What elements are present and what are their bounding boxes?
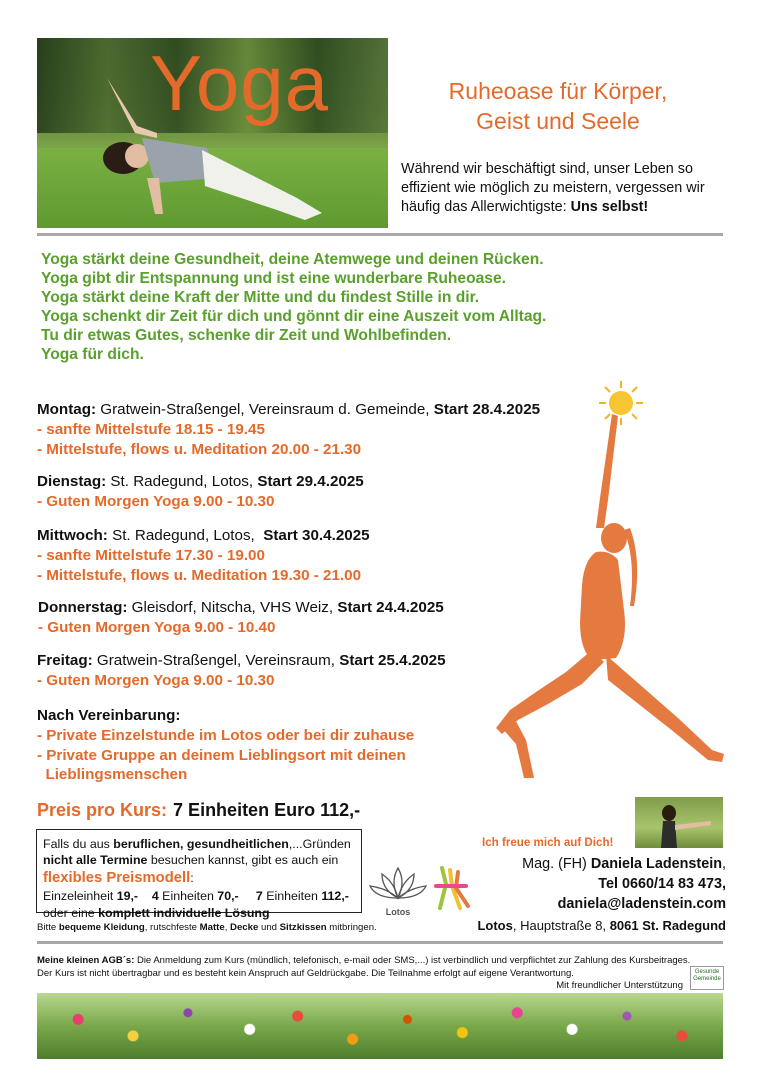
schedule-arrangement (37, 706, 414, 785)
day-place: St. Radegund, Lotos, (107, 527, 264, 544)
address-place: Lotos (477, 918, 513, 933)
terms-line: Der Kurs ist nicht übertragbar und es besteht kein Anspruch auf Geldrückgabe. Die Teilnahme erfolgt auf eigene Verantwortung. (37, 967, 574, 979)
flex-emph: 112,- (321, 889, 349, 904)
day-label: Mittwoch: (37, 527, 108, 544)
contact-name: Daniela Ladenstein (590, 856, 722, 872)
flex-emph: komplett individuelle Lösung (98, 905, 270, 920)
day-start: Start 30.4.2025 (263, 527, 370, 544)
instructor-photo (635, 797, 723, 848)
address (470, 918, 726, 933)
day-start: Start 24.4.2025 (337, 599, 444, 616)
bring-emph: Matte (199, 922, 225, 933)
divider-bottom (37, 941, 723, 944)
contact-block (470, 855, 726, 915)
terms-label: Meine kleinen AGB´s: (37, 955, 135, 966)
subtitle-line-2: Geist und Seele (476, 107, 640, 134)
benefit-item: Tu dir etwas Gutes, schenke dir Zeit und Wohlbefinden. (41, 327, 452, 345)
flex-emph: beruflichen, gesundheitlichen (113, 837, 289, 851)
flex-text: Einheiten (158, 889, 218, 904)
instructor-figure (635, 797, 723, 848)
day-start: Start 29.4.2025 (257, 473, 364, 490)
intro-emphasis: Uns selbst! (570, 199, 649, 216)
divider-top (37, 233, 723, 236)
gesunde-gemeinde-logo (690, 966, 724, 990)
flex-emph: 70,- (217, 889, 239, 904)
yoga-figures-icon (430, 862, 474, 914)
day-place: St. Radegund, Lotos, (106, 473, 258, 490)
flex-text: besuchen kannst, gibt es auch ein (147, 853, 339, 868)
class-item: - Private Einzelstunde im Lotos oder bei dir zuhause (37, 726, 415, 744)
bring-text: und (258, 922, 280, 933)
bring-text: Bitte (37, 922, 59, 933)
greeting: Ich freue mich auf Dich! (482, 836, 614, 849)
flex-text: : (190, 870, 194, 885)
what-to-bring (37, 922, 377, 933)
class-item: Lieblingsmenschen (37, 766, 188, 784)
lotos-logo-label: Lotos (385, 907, 411, 917)
flex-emph: 19,- (116, 889, 139, 904)
flower-banner (37, 993, 723, 1059)
benefit-item: Yoga stärkt deine Gesundheit, deine Atemwege und deinen Rücken. (41, 251, 544, 268)
day-start: Start 25.4.2025 (339, 652, 446, 669)
schedule-monday (37, 400, 540, 459)
yoga-warrior-silhouette (496, 410, 728, 782)
subtitle-line-1: Ruheoase für Körper, (448, 78, 668, 104)
terms-line: Die Anmeldung zum Kurs (mündlich, telefonisch, e-mail oder SMS,...) ist verbindlich und verpflichtet zur Zahlung des Kursbeitrages. (134, 955, 691, 966)
class-item: - Guten Morgen Yoga 9.00 - 10.30 (37, 671, 275, 689)
contact-email[interactable]: daniela@ladenstein.com (557, 895, 726, 912)
bring-text: , rutschfeste (144, 922, 200, 933)
bring-text: , (224, 922, 231, 933)
day-place: Gleisdorf, Nitscha, VHS Weiz, (127, 599, 338, 616)
bring-emph: bequeme Kleidung (58, 922, 145, 933)
intro-text (401, 160, 731, 217)
day-start: Start 28.4.2025 (433, 401, 541, 418)
price-line (37, 800, 360, 821)
address-street: , Hauptstraße 8, (512, 918, 610, 933)
class-item: - Mittelstufe, flows u. Meditation 20.00 - 21.30 (37, 440, 362, 458)
schedule-thursday (38, 598, 444, 638)
flex-text: oder eine (43, 905, 99, 920)
benefit-item: Yoga schenkt dir Zeit für dich und gönnt dir eine Auszeit vom Alltag. (41, 308, 547, 326)
day-label: Nach Vereinbarung: (37, 707, 181, 724)
schedule-friday (37, 651, 446, 691)
flex-text: Falls du aus (43, 837, 114, 851)
sponsor-line: Gesunde (694, 969, 720, 975)
price-value: 7 Einheiten Euro 112,- (173, 800, 361, 820)
price-label: Preis pro Kurs: (37, 800, 168, 820)
page-title: Yoga (150, 39, 330, 127)
benefits-list (41, 250, 546, 364)
day-label: Freitag: (37, 652, 93, 669)
bring-emph: Sitzkissen (279, 922, 327, 933)
class-item: - Mittelstufe, flows u. Meditation 19.30 - 21.00 (37, 566, 362, 584)
lotos-logo (368, 864, 428, 916)
intro-body: Während wir beschäftigt sind, unser Leben so effizient wie möglich zu meistern, vergessen wir häufig das Allerwichtigste: (401, 161, 705, 216)
day-place: Gratwein-Straßengel, Vereinsraum, (92, 652, 340, 669)
bring-emph: Decke (230, 922, 259, 933)
flex-emph: 7 (238, 889, 263, 904)
subtitle (410, 77, 706, 137)
terms-text (37, 955, 727, 993)
flex-text: Einheiten (262, 889, 322, 904)
flex-emph: 4 (138, 889, 159, 904)
class-item: - Guten Morgen Yoga 9.00 - 10.30 (37, 492, 275, 510)
schedule-tuesday (37, 472, 364, 512)
day-label: Donnerstag: (38, 599, 128, 616)
day-label: Montag: (37, 401, 97, 418)
benefit-item: Yoga stärkt deine Kraft der Mitte und du findest Stille in dir. (41, 289, 480, 307)
sponsor-line: Gemeinde (693, 975, 721, 982)
support-note: Mit freundlicher Unterstützung (556, 980, 683, 992)
flexible-pricing-box (36, 829, 362, 920)
bring-text: mitbringen. (326, 922, 377, 933)
lotus-flower-icon (368, 864, 428, 902)
flex-text: Einzeleinheit (43, 889, 117, 904)
schedule-wednesday (37, 526, 370, 585)
day-label: Dienstag: (37, 473, 107, 490)
benefit-item: Yoga für dich. (41, 346, 144, 364)
flex-model-title: flexibles Preismodell (43, 869, 191, 886)
class-item: - sanfte Mittelstufe 18.15 - 19.45 (37, 420, 265, 438)
contact-punct: , (722, 856, 726, 872)
class-item: - Private Gruppe an deinem Lieblingsort mit deinen (37, 746, 406, 764)
contact-title: Mag. (FH) (522, 856, 591, 872)
flex-emph: nicht alle Termine (43, 853, 148, 868)
class-item: - sanfte Mittelstufe 17.30 - 19.00 (37, 546, 265, 564)
address-city: 8061 St. Radegund (609, 918, 726, 933)
day-place: Gratwein-Straßengel, Vereinsraum d. Gemeinde, (96, 401, 434, 418)
benefit-item: Yoga gibt dir Entspannung und ist eine wunderbare Ruheoase. (41, 270, 506, 288)
class-item: - Guten Morgen Yoga 9.00 - 10.40 (38, 618, 276, 636)
flex-text: ,...Gründen (288, 837, 351, 851)
contact-phone: Tel 0660/14 83 473, (598, 875, 726, 892)
